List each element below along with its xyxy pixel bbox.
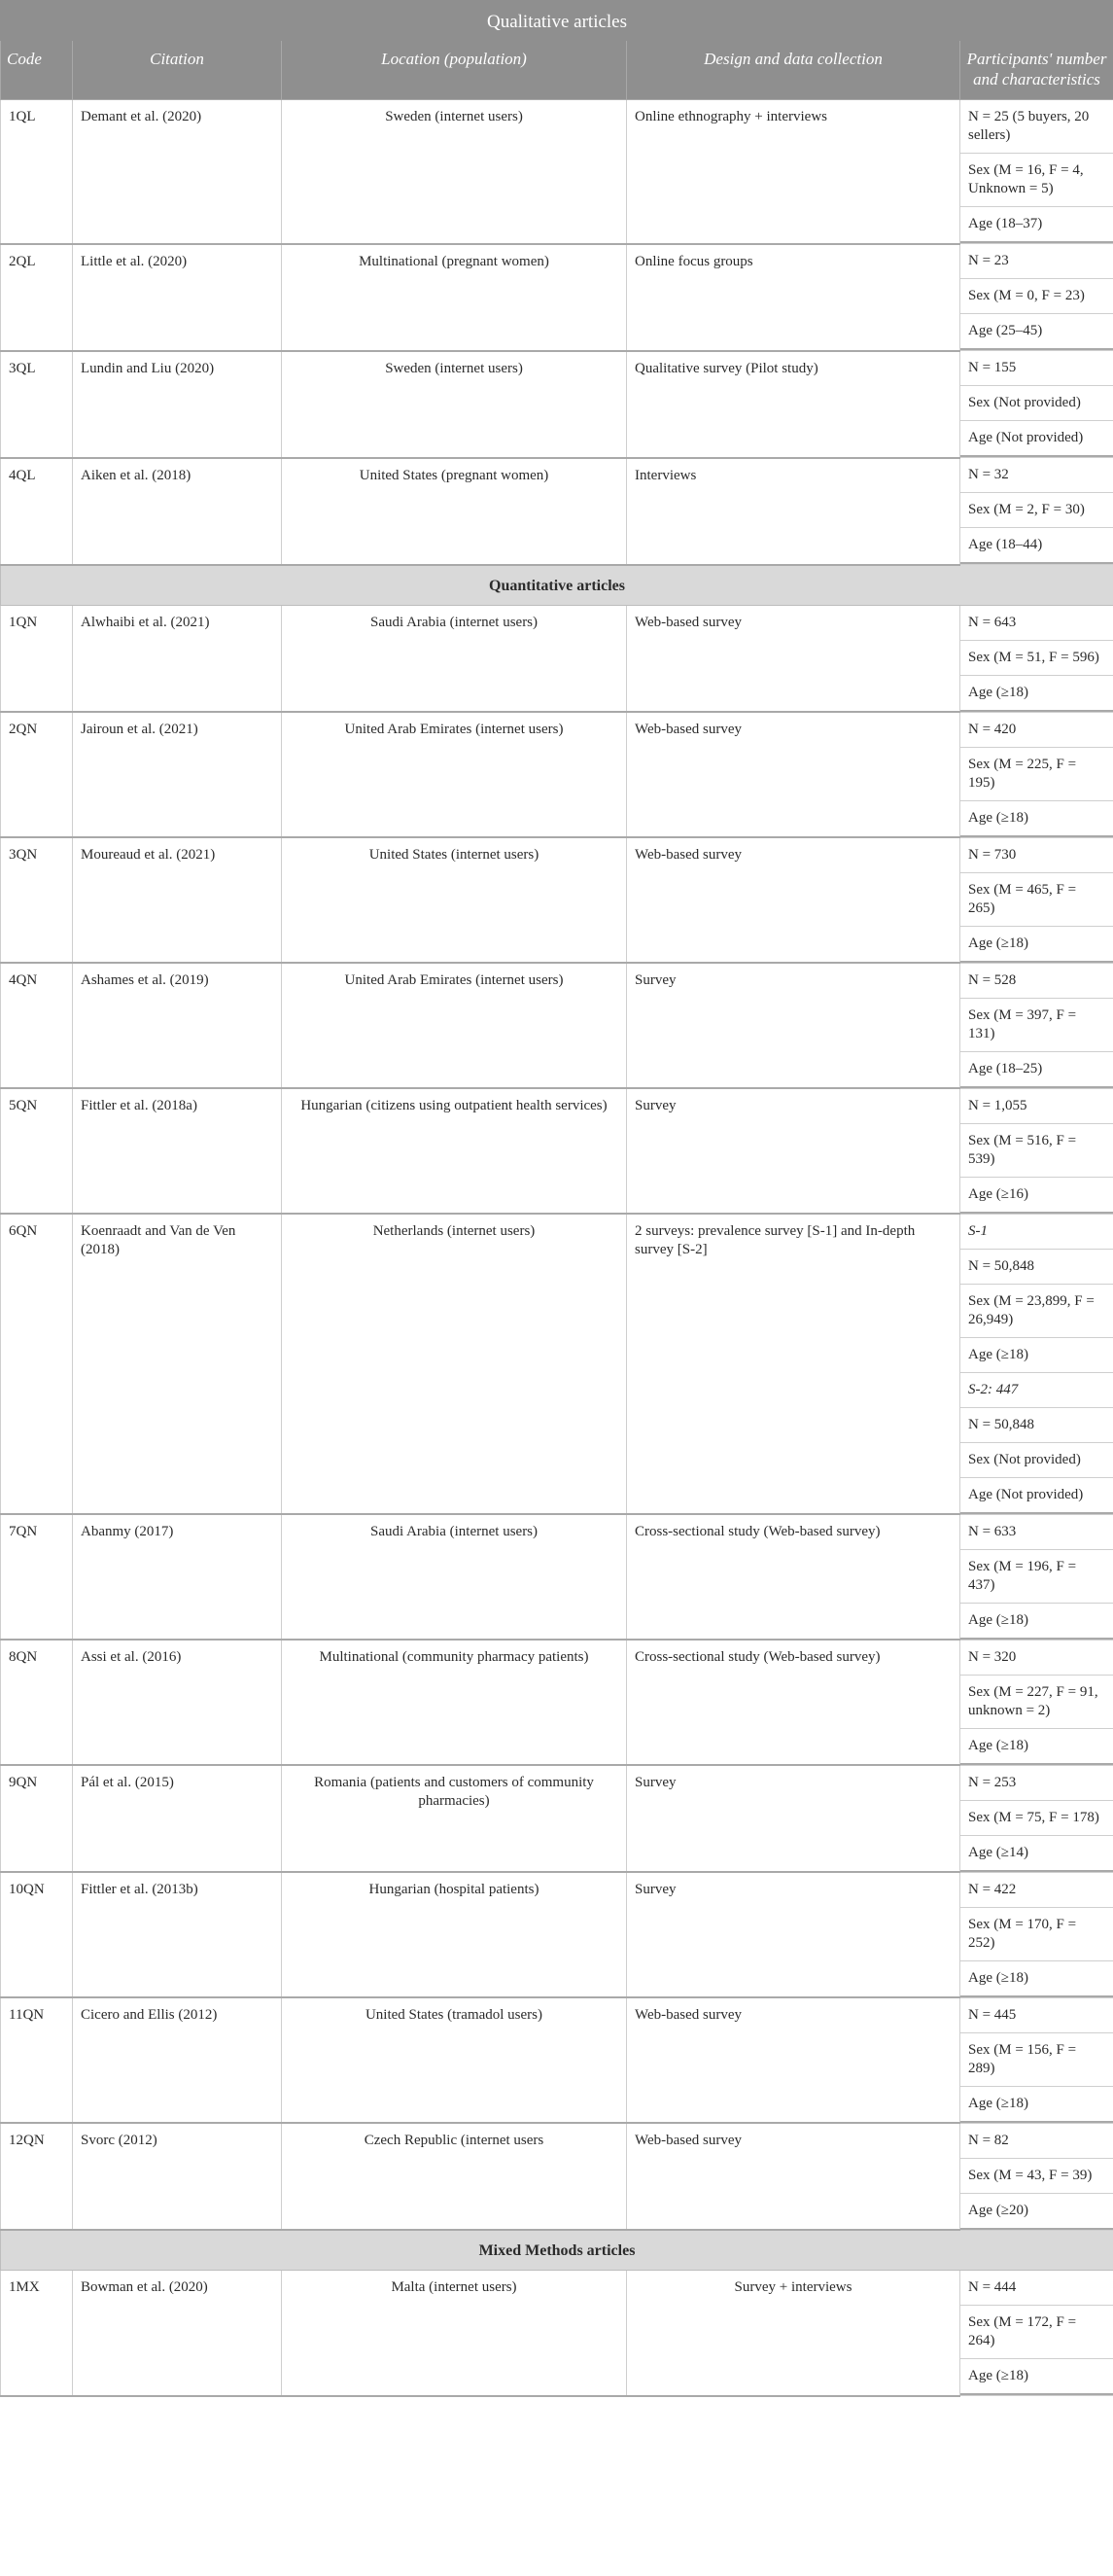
- citation-cell: Bowman et al. (2020): [73, 2271, 282, 2396]
- participant-detail: Sex (M = 43, F = 39): [960, 2159, 1113, 2194]
- table-row: [1, 1088, 1113, 1214]
- code-cell: 1QN: [1, 605, 73, 712]
- participant-detail: N = 528: [960, 964, 1113, 999]
- participant-detail: Sex (M = 0, F = 23): [960, 279, 1113, 314]
- participant-detail: N = 253: [960, 1766, 1113, 1801]
- participants-list: [960, 1215, 1113, 1514]
- participant-detail: Age (≥18): [960, 927, 1113, 963]
- location-cell: Hungarian (citizens using outpatient health services): [282, 1088, 627, 1214]
- table-row: [1, 837, 1113, 963]
- participant-detail: N = 50,848: [960, 1408, 1113, 1443]
- location-cell: Hungarian (hospital patients): [282, 1872, 627, 1997]
- participant-detail: N = 25 (5 buyers, 20 sellers): [960, 100, 1113, 154]
- header-location: Location (population): [282, 41, 627, 100]
- participant-detail: Sex (M = 516, F = 539): [960, 1124, 1113, 1178]
- citation-cell: Little et al. (2020): [73, 244, 282, 351]
- participant-detail: N = 320: [960, 1641, 1113, 1676]
- location-cell: United States (internet users): [282, 837, 627, 963]
- participant-detail: Age (≥18): [960, 1338, 1113, 1373]
- participant-detail: Sex (M = 196, F = 437): [960, 1550, 1113, 1604]
- table-row: [1, 605, 1113, 712]
- participant-detail: Age (≥18): [960, 2087, 1113, 2123]
- design-cell: Survey: [627, 1088, 960, 1214]
- code-cell: 1QL: [1, 100, 73, 244]
- section-title: Quantitative articles: [1, 565, 1113, 606]
- table-row: [1, 458, 1113, 565]
- citation-cell: Pál et al. (2015): [73, 1765, 282, 1872]
- code-cell: 12QN: [1, 2123, 73, 2230]
- participant-detail: Sex (M = 170, F = 252): [960, 1908, 1113, 1961]
- participant-detail: Age (≥20): [960, 2194, 1113, 2230]
- citation-cell: Jairoun et al. (2021): [73, 712, 282, 837]
- citation-cell: Lundin and Liu (2020): [73, 351, 282, 458]
- citation-cell: Alwhaibi et al. (2021): [73, 605, 282, 712]
- participants-cell: [960, 244, 1113, 351]
- participant-detail: Sex (M = 156, F = 289): [960, 2033, 1113, 2087]
- code-cell: 3QN: [1, 837, 73, 963]
- table-body: [1, 100, 1113, 2396]
- participant-detail: N = 444: [960, 2271, 1113, 2306]
- participant-detail: N = 32: [960, 458, 1113, 493]
- table-row: [1, 712, 1113, 837]
- participants-cell: [960, 1997, 1113, 2123]
- design-cell: Web-based survey: [627, 1997, 960, 2123]
- citation-cell: Cicero and Ellis (2012): [73, 1997, 282, 2123]
- code-cell: 4QL: [1, 458, 73, 565]
- design-cell: Qualitative survey (Pilot study): [627, 351, 960, 458]
- header-citation: Citation: [73, 41, 282, 100]
- participant-detail: Age (25–45): [960, 314, 1113, 350]
- participants-cell: [960, 712, 1113, 837]
- participant-detail: Sex (M = 51, F = 596): [960, 641, 1113, 676]
- participant-detail: N = 445: [960, 1998, 1113, 2033]
- participant-detail: Age (Not provided): [960, 421, 1113, 457]
- header-participants: Participants' number and characteristics: [960, 41, 1113, 100]
- participants-list: [960, 713, 1113, 837]
- location-cell: Sweden (internet users): [282, 351, 627, 458]
- participant-detail: Sex (M = 172, F = 264): [960, 2306, 1113, 2359]
- participant-detail: Sex (Not provided): [960, 1443, 1113, 1478]
- citation-cell: Assi et al. (2016): [73, 1640, 282, 1765]
- table-row: [1, 2123, 1113, 2230]
- code-cell: 1MX: [1, 2271, 73, 2396]
- citation-cell: Demant et al. (2020): [73, 100, 282, 244]
- participants-list: [960, 1089, 1113, 1214]
- section-header-row: [1, 2230, 1113, 2271]
- location-cell: Malta (internet users): [282, 2271, 627, 2396]
- table-row: [1, 1765, 1113, 1872]
- participant-detail: N = 633: [960, 1515, 1113, 1550]
- table-row: [1, 1640, 1113, 1765]
- participants-cell: [960, 458, 1113, 565]
- location-cell: Saudi Arabia (internet users): [282, 1514, 627, 1640]
- participant-detail: N = 643: [960, 606, 1113, 641]
- participant-detail: N = 730: [960, 838, 1113, 873]
- code-cell: 9QN: [1, 1765, 73, 1872]
- location-cell: United States (pregnant women): [282, 458, 627, 565]
- participants-cell: [960, 1514, 1113, 1640]
- code-cell: 8QN: [1, 1640, 73, 1765]
- citation-cell: Abanmy (2017): [73, 1514, 282, 1640]
- participant-detail: Sex (M = 465, F = 265): [960, 873, 1113, 927]
- design-cell: Survey: [627, 963, 960, 1088]
- participant-detail: Age (≥18): [960, 2359, 1113, 2395]
- participants-list: [960, 100, 1113, 243]
- participants-cell: [960, 837, 1113, 963]
- table-row: [1, 244, 1113, 351]
- design-cell: Web-based survey: [627, 837, 960, 963]
- table-row: [1, 351, 1113, 458]
- participants-list: [960, 2124, 1113, 2230]
- participants-list: [960, 1766, 1113, 1872]
- design-cell: Web-based survey: [627, 605, 960, 712]
- citation-cell: Moureaud et al. (2021): [73, 837, 282, 963]
- participants-list: [960, 1998, 1113, 2123]
- code-cell: 3QL: [1, 351, 73, 458]
- participants-cell: [960, 963, 1113, 1088]
- design-cell: Cross-sectional study (Web-based survey): [627, 1514, 960, 1640]
- participants-cell: [960, 1765, 1113, 1872]
- code-cell: 4QN: [1, 963, 73, 1088]
- citation-cell: Fittler et al. (2018a): [73, 1088, 282, 1214]
- participant-detail: Sex (M = 225, F = 195): [960, 748, 1113, 801]
- participants-cell: [960, 1214, 1113, 1514]
- participant-detail: Age (≥18): [960, 1729, 1113, 1765]
- table-row: [1, 1872, 1113, 1997]
- citation-cell: Koenraadt and Van de Ven (2018): [73, 1214, 282, 1514]
- design-cell: Web-based survey: [627, 712, 960, 837]
- header-code: Code: [1, 41, 73, 100]
- participant-detail: Age (≥16): [960, 1178, 1113, 1214]
- table-row: [1, 963, 1113, 1088]
- location-cell: Czech Republic (internet users: [282, 2123, 627, 2230]
- participant-detail: Sex (M = 16, F = 4, Unknown = 5): [960, 154, 1113, 207]
- section-title: Mixed Methods articles: [1, 2230, 1113, 2271]
- participant-detail: N = 422: [960, 1873, 1113, 1908]
- section-header-row: [1, 565, 1113, 606]
- table-row: [1, 100, 1113, 244]
- participant-detail: N = 1,055: [960, 1089, 1113, 1124]
- participants-cell: [960, 351, 1113, 458]
- participant-detail: Sex (Not provided): [960, 386, 1113, 421]
- design-cell: Online focus groups: [627, 244, 960, 351]
- participants-cell: [960, 605, 1113, 712]
- location-cell: Netherlands (internet users): [282, 1214, 627, 1514]
- participant-detail: Age (18–25): [960, 1052, 1113, 1088]
- citation-cell: Ashames et al. (2019): [73, 963, 282, 1088]
- participants-list: [960, 838, 1113, 963]
- design-cell: Survey: [627, 1765, 960, 1872]
- participant-detail: Sex (M = 75, F = 178): [960, 1801, 1113, 1836]
- participant-detail: Sex (M = 2, F = 30): [960, 493, 1113, 528]
- citation-cell: Svorc (2012): [73, 2123, 282, 2230]
- location-cell: United States (tramadol users): [282, 1997, 627, 2123]
- design-cell: Interviews: [627, 458, 960, 565]
- table-row: [1, 1214, 1113, 1514]
- participant-detail: N = 82: [960, 2124, 1113, 2159]
- citation-cell: Fittler et al. (2013b): [73, 1872, 282, 1997]
- participant-detail: Age (≥18): [960, 1604, 1113, 1640]
- participant-detail: Age (18–37): [960, 207, 1113, 243]
- participants-cell: [960, 2123, 1113, 2230]
- header-design: Design and data collection: [627, 41, 960, 100]
- participants-list: [960, 458, 1113, 564]
- design-cell: 2 surveys: prevalence survey [S-1] and In-depth survey [S-2]: [627, 1214, 960, 1514]
- location-cell: Multinational (community pharmacy patients): [282, 1640, 627, 1765]
- table-row: [1, 1514, 1113, 1640]
- participant-detail: Age (Not provided): [960, 1478, 1113, 1514]
- design-cell: Online ethnography + interviews: [627, 100, 960, 244]
- participants-list: [960, 244, 1113, 350]
- participant-detail: N = 155: [960, 351, 1113, 386]
- participants-list: [960, 964, 1113, 1088]
- location-cell: Sweden (internet users): [282, 100, 627, 244]
- location-cell: Multinational (pregnant women): [282, 244, 627, 351]
- participants-list: [960, 351, 1113, 457]
- code-cell: 2QN: [1, 712, 73, 837]
- citation-cell: Aiken et al. (2018): [73, 458, 282, 565]
- participant-detail: Age (≥18): [960, 676, 1113, 712]
- participants-list: [960, 1641, 1113, 1765]
- participants-cell: [960, 100, 1113, 244]
- participants-cell: [960, 1872, 1113, 1997]
- participant-detail: N = 50,848: [960, 1250, 1113, 1285]
- location-cell: United Arab Emirates (internet users): [282, 712, 627, 837]
- code-cell: 10QN: [1, 1872, 73, 1997]
- participant-detail: Sex (M = 227, F = 91, unknown = 2): [960, 1676, 1113, 1729]
- participant-detail: N = 23: [960, 244, 1113, 279]
- participant-detail: Age (≥18): [960, 1961, 1113, 1997]
- participants-list: [960, 1515, 1113, 1640]
- code-cell: 11QN: [1, 1997, 73, 2123]
- participants-cell: [960, 1088, 1113, 1214]
- participant-detail: Age (≥14): [960, 1836, 1113, 1872]
- location-cell: Saudi Arabia (internet users): [282, 605, 627, 712]
- participant-detail: Age (18–44): [960, 528, 1113, 564]
- table-row: [1, 2271, 1113, 2396]
- participant-detail: Age (≥18): [960, 801, 1113, 837]
- participants-list: [960, 2271, 1113, 2395]
- participants-cell: [960, 1640, 1113, 1765]
- participant-detail: N = 420: [960, 713, 1113, 748]
- participant-detail: S-2: 447: [960, 1373, 1113, 1408]
- code-cell: 7QN: [1, 1514, 73, 1640]
- design-cell: Survey + interviews: [627, 2271, 960, 2396]
- participants-list: [960, 1873, 1113, 1997]
- participant-detail: Sex (M = 397, F = 131): [960, 999, 1113, 1052]
- design-cell: Survey: [627, 1872, 960, 1997]
- location-cell: United Arab Emirates (internet users): [282, 963, 627, 1088]
- design-cell: Cross-sectional study (Web-based survey): [627, 1640, 960, 1765]
- code-cell: 6QN: [1, 1214, 73, 1514]
- table-row: [1, 1997, 1113, 2123]
- design-cell: Web-based survey: [627, 2123, 960, 2230]
- participants-cell: [960, 2271, 1113, 2396]
- location-cell: Romania (patients and customers of community pharmacies): [282, 1765, 627, 1872]
- participant-detail: S-1: [960, 1215, 1113, 1250]
- code-cell: 2QL: [1, 244, 73, 351]
- table-title: Qualitative articles: [1, 1, 1113, 41]
- code-cell: 5QN: [1, 1088, 73, 1214]
- participants-list: [960, 606, 1113, 712]
- participant-detail: Sex (M = 23,899, F = 26,949): [960, 1285, 1113, 1338]
